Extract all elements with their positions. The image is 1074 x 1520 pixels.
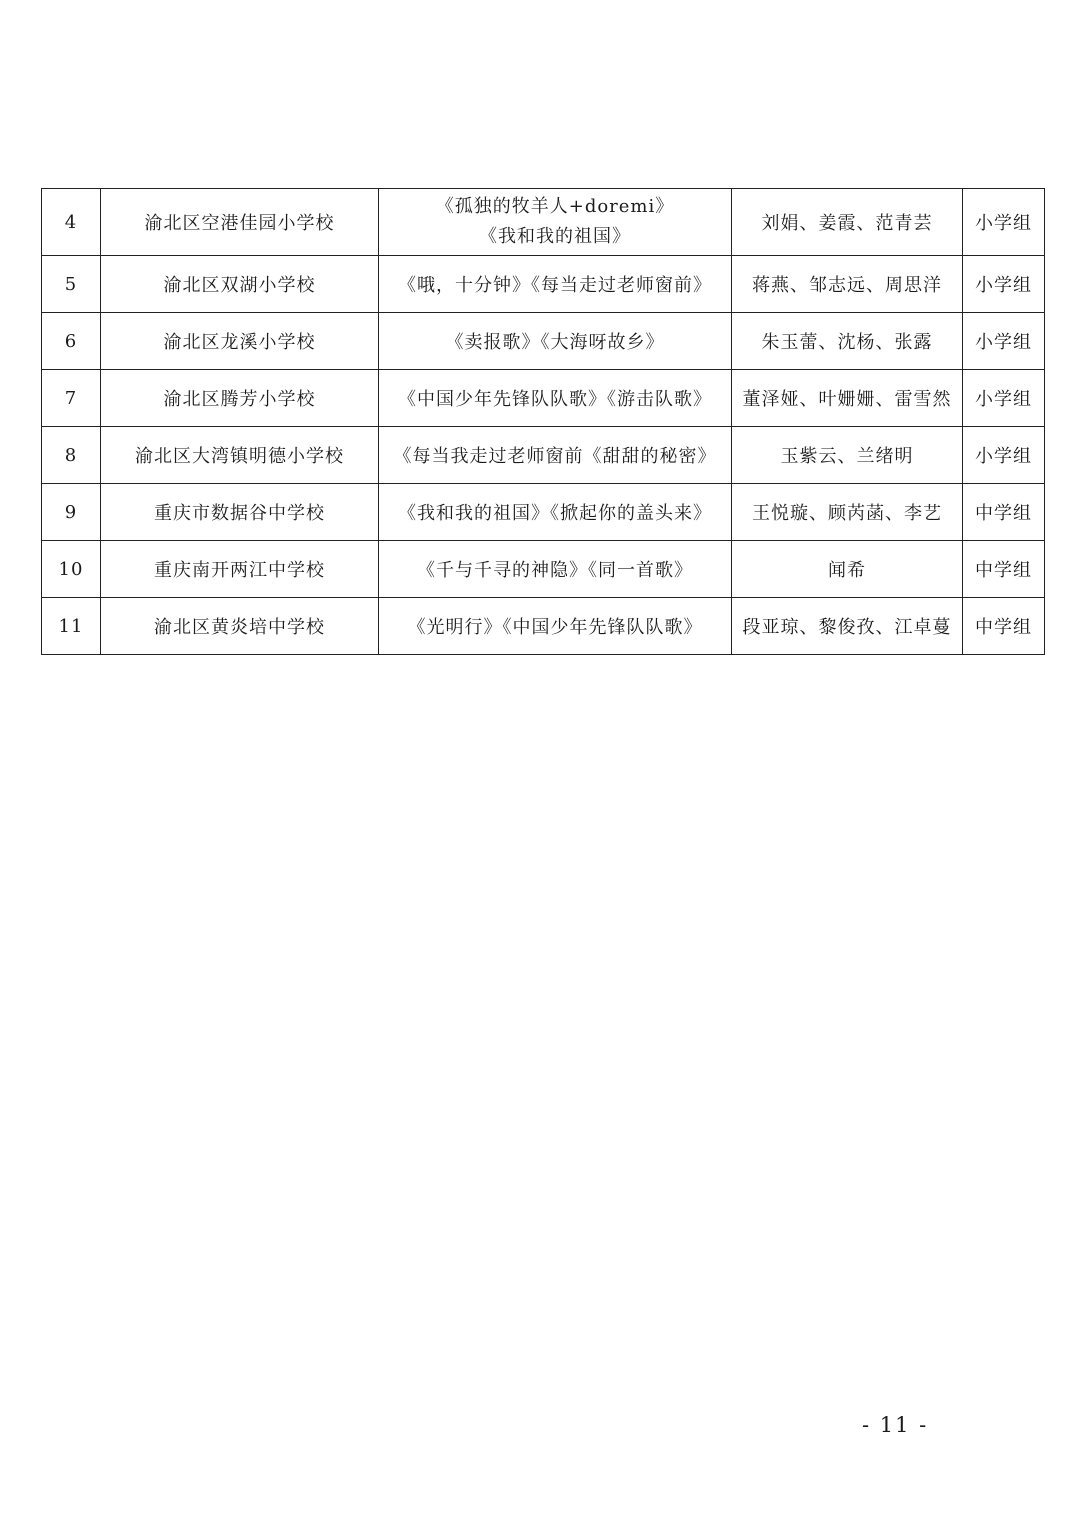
table-row	[42, 189, 1045, 256]
song-titles: 《哦，十分钟》《每当走过老师窗前》	[379, 256, 732, 313]
results-table	[41, 188, 1045, 655]
group-label: 小学组	[963, 256, 1045, 313]
school-name: 重庆市数据谷中学校	[101, 484, 379, 541]
school-name: 渝北区龙溪小学校	[101, 313, 379, 370]
school-name: 重庆南开两江中学校	[101, 541, 379, 598]
school-name: 渝北区大湾镇明德小学校	[101, 427, 379, 484]
row-number: 11	[42, 598, 101, 655]
teacher-names: 刘娟、姜霞、范青芸	[732, 189, 963, 256]
teacher-names: 闻希	[732, 541, 963, 598]
school-name: 渝北区双湖小学校	[101, 256, 379, 313]
table-row	[42, 427, 1045, 484]
table-row	[42, 313, 1045, 370]
row-number: 7	[42, 370, 101, 427]
row-number: 9	[42, 484, 101, 541]
song-titles: 《光明行》《中国少年先锋队队歌》	[379, 598, 732, 655]
group-label: 小学组	[963, 427, 1045, 484]
song-title-line: 《我和我的祖国》	[479, 226, 631, 247]
teacher-names: 王悦璇、顾芮菡、李艺	[732, 484, 963, 541]
group-label: 中学组	[963, 541, 1045, 598]
song-titles: 《卖报歌》《大海呀故乡》	[379, 313, 732, 370]
school-name: 渝北区黄炎培中学校	[101, 598, 379, 655]
song-titles: 《千与千寻的神隐》《同一首歌》	[379, 541, 732, 598]
group-label: 小学组	[963, 313, 1045, 370]
row-number: 6	[42, 313, 101, 370]
table-row	[42, 541, 1045, 598]
group-label: 中学组	[963, 484, 1045, 541]
table-row	[42, 370, 1045, 427]
song-titles: 《中国少年先锋队队歌》《游击队歌》	[379, 370, 732, 427]
page-number: - 11 -	[862, 1413, 929, 1437]
table-row	[42, 256, 1045, 313]
group-label: 小学组	[963, 370, 1045, 427]
group-label: 中学组	[963, 598, 1045, 655]
group-label: 小学组	[963, 189, 1045, 256]
table-row	[42, 598, 1045, 655]
school-name: 渝北区空港佳园小学校	[101, 189, 379, 256]
teacher-names: 玉紫云、兰绪明	[732, 427, 963, 484]
school-name: 渝北区腾芳小学校	[101, 370, 379, 427]
song-title-line: 《孤独的牧羊人+doremi》	[435, 196, 675, 217]
teacher-names: 段亚琼、黎俊孜、江卓蔓	[732, 598, 963, 655]
table-row	[42, 484, 1045, 541]
row-number: 10	[42, 541, 101, 598]
song-titles: 《我和我的祖国》《掀起你的盖头来》	[379, 484, 732, 541]
song-titles: 《每当我走过老师窗前《甜甜的秘密》	[379, 427, 732, 484]
teacher-names: 朱玉蕾、沈杨、张露	[732, 313, 963, 370]
song-titles	[379, 189, 732, 256]
row-number: 8	[42, 427, 101, 484]
teacher-names: 蒋燕、邹志远、周思洋	[732, 256, 963, 313]
row-number: 4	[42, 189, 101, 256]
row-number: 5	[42, 256, 101, 313]
teacher-names: 董泽娅、叶姗姗、雷雪然	[732, 370, 963, 427]
